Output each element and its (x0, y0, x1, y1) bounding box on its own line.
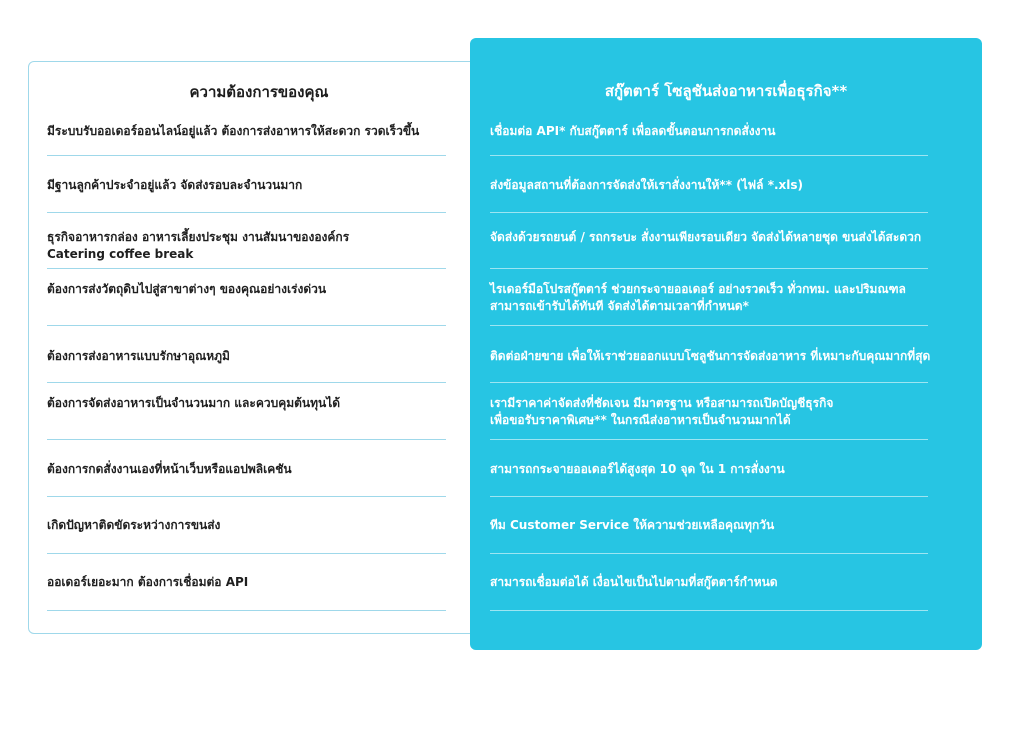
right-divider (490, 268, 928, 269)
needs-title: ความต้องการของคุณ (189, 83, 329, 101)
left-divider (47, 382, 446, 383)
left-row-5 (47, 348, 230, 365)
left-row-4 (47, 281, 326, 298)
left-row-9-line-1: ออเดอร์เยอะมาก ต้องการเชื่อมต่อ API (47, 575, 249, 589)
right-row-3 (490, 229, 921, 246)
right-row-6-line-1: เรามีราคาค่าจัดส่งที่ชัดเจน มีมาตรฐาน หรือสามารถเปิดบัญชีธุรกิจ (490, 396, 834, 410)
right-divider (490, 325, 928, 326)
right-divider (490, 553, 928, 554)
left-divider (47, 325, 446, 326)
right-row-7-line-1: สามารถกระจายออเดอร์ได้สูงสุด 10 จุด ใน 1 การสั่งงาน (490, 462, 785, 476)
left-divider (47, 155, 446, 156)
right-divider (490, 155, 928, 156)
left-divider (47, 496, 446, 497)
left-row-3-line-2: Catering coffee break (47, 247, 194, 261)
left-row-2-line-1: มีฐานลูกค้าประจำอยู่แล้ว จัดส่งรอบละจำนวนมาก (47, 178, 303, 192)
right-row-7 (490, 461, 785, 478)
right-row-2 (490, 177, 803, 194)
left-divider (47, 212, 446, 213)
left-row-1-line-1: มีระบบรับออเดอร์ออนไลน์อยู่แล้ว ต้องการส่งอาหารให้สะดวก รวดเร็วขึ้น (47, 124, 420, 138)
left-divider (47, 439, 446, 440)
left-row-8-line-1: เกิดปัญหาติดขัดระหว่างการขนส่ง (47, 518, 221, 532)
left-row-3-line-1: ธุรกิจอาหารกล่อง อาหารเลี้ยงประชุม งานสัมนาขององค์กร (47, 230, 350, 244)
left-row-8 (47, 517, 220, 534)
right-row-9-line-1: สามารถเชื่อมต่อได้ เงื่อนไขเป็นไปตามที่สกู๊ตตาร์กำหนด (490, 575, 778, 589)
left-row-7-line-1: ต้องการกดสั่งงานเองที่หน้าเว็บหรือแอปพลิเคชัน (47, 462, 292, 476)
right-divider (490, 496, 928, 497)
right-divider (490, 439, 928, 440)
left-row-5-line-1: ต้องการส่งอาหารแบบรักษาอุณหภูมิ (47, 349, 230, 363)
left-row-6 (47, 395, 340, 412)
solutions-title: สกู๊ตตาร์ โซลูชันส่งอาหารเพื่อธุรกิจ** (604, 82, 848, 100)
right-row-4-line-2: สามารถเข้ารับได้ทันที จัดส่งได้ตามเวลาที่กำหนด* (490, 299, 749, 313)
right-row-6 (490, 395, 833, 429)
right-row-2-line-1: ส่งข้อมูลสถานที่ต้องการจัดส่งให้เราสั่งงานให้** (ไฟล์ *.xls) (490, 178, 804, 192)
left-divider (47, 610, 446, 611)
left-row-6-line-1: ต้องการจัดส่งอาหารเป็นจำนวนมาก และควบคุมต้นทุนได้ (47, 396, 341, 410)
right-divider (490, 212, 928, 213)
right-row-1 (490, 123, 775, 140)
right-row-6-line-2: เพื่อขอรับราคาพิเศษ** ในกรณีส่งอาหารเป็นจำนวนมากได้ (490, 413, 791, 427)
left-row-9 (47, 574, 248, 591)
left-divider (47, 268, 446, 269)
left-row-2 (47, 177, 302, 194)
right-row-1-line-1: เชื่อมต่อ API* กับสกู๊ตตาร์ เพื่อลดขั้นตอนการกดสั่งงาน (490, 124, 776, 138)
left-row-3 (47, 229, 349, 263)
right-row-3-line-1: จัดส่งด้วยรถยนต์ / รถกระบะ สั่งงานเพียงรอบเดียว จัดส่งได้หลายชุด ขนส่งได้สะดวก (490, 230, 922, 244)
right-row-4 (490, 281, 906, 315)
left-row-1 (47, 123, 419, 140)
right-row-5-line-1: ติดต่อฝ่ายขาย เพื่อให้เราช่วยออกแบบโซลูชันการจัดส่งอาหาร ที่เหมาะกับคุณมากที่สุด (490, 349, 931, 363)
right-row-4-line-1: ไรเดอร์มือโปรสกู๊ตตาร์ ช่วยกระจายออเดอร์ อย่างรวดเร็ว ทั่วกทม. และปริมณฑล (490, 282, 906, 296)
right-row-5 (490, 348, 930, 365)
left-divider (47, 553, 446, 554)
right-divider (490, 382, 928, 383)
right-divider (490, 610, 928, 611)
right-row-9 (490, 574, 778, 591)
left-row-4-line-1: ต้องการส่งวัตถุดิบไปสู่สาขาต่างๆ ของคุณอย่างเร่งด่วน (47, 282, 327, 296)
right-row-8 (490, 517, 774, 534)
left-row-7 (47, 461, 292, 478)
right-row-8-line-1: ทีม Customer Service ให้ความช่วยเหลือคุณทุกวัน (490, 518, 775, 532)
